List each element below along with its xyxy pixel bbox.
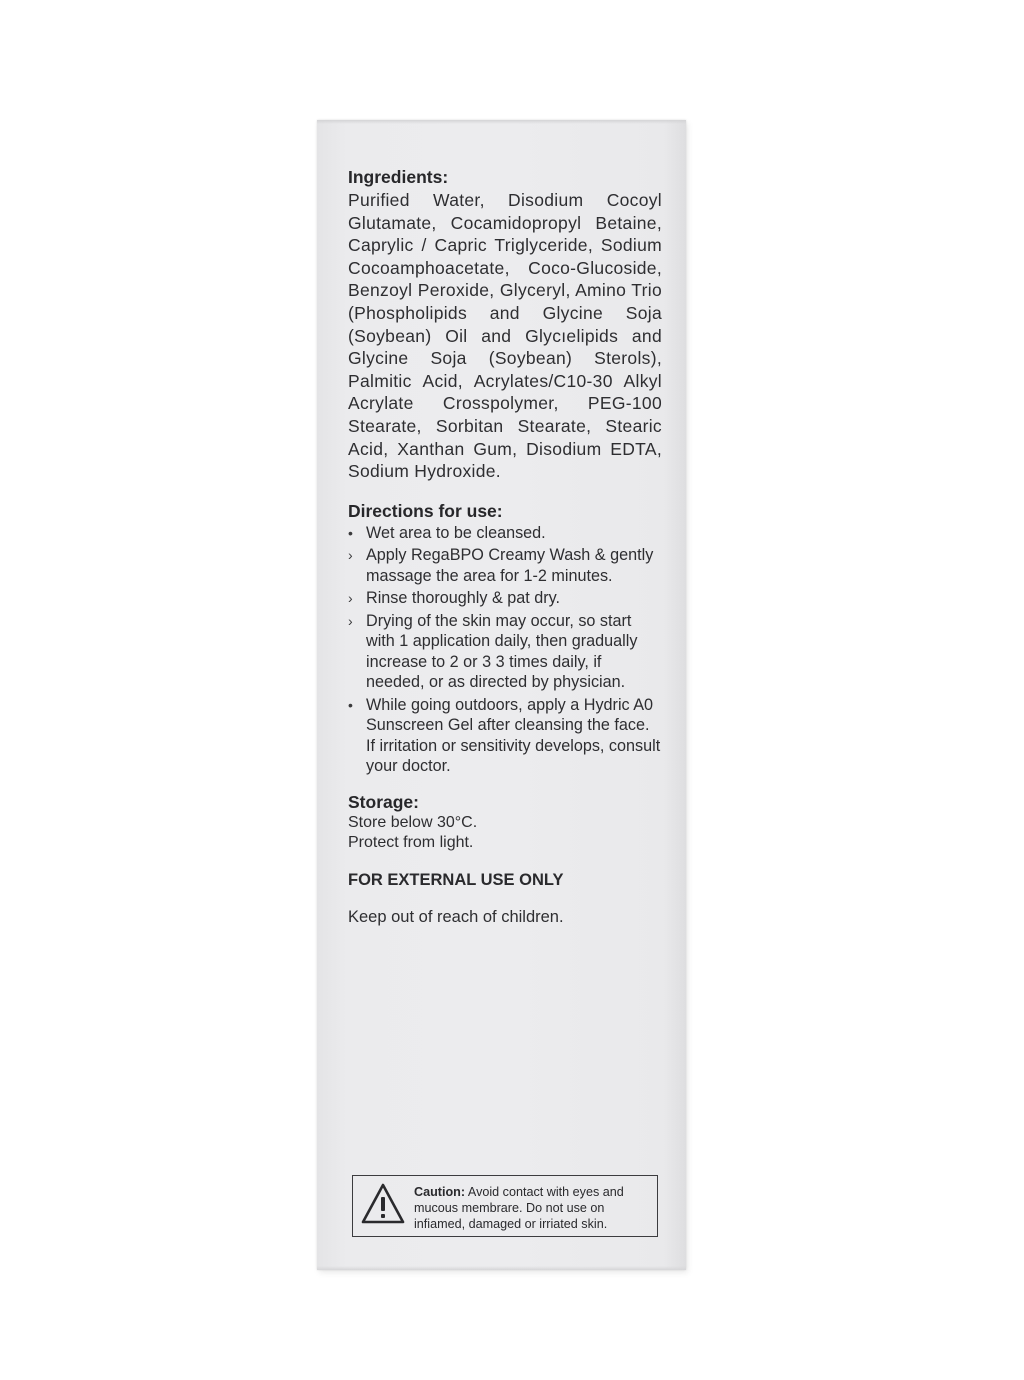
direction-item (348, 523, 662, 544)
caution-text: Avoid contact with eyes and mucous membrare. Do not use on infiamed, damaged or irriated skin. (414, 1185, 624, 1231)
storage-heading: Storage: (348, 791, 419, 812)
direction-text: Apply RegaBPO Creamy Wash & gently massage the area for 1-2 minutes. (366, 546, 654, 585)
direction-item (348, 545, 662, 586)
caution-box (352, 1175, 658, 1237)
storage-section (348, 791, 662, 853)
ingredients-heading: Ingredients: (348, 167, 449, 187)
directions-list (348, 523, 662, 777)
chevron-right-icon: › (348, 590, 353, 607)
direction-item (348, 695, 662, 777)
product-box-back-panel (317, 120, 686, 1270)
direction-item (348, 588, 662, 609)
warning-triangle-icon (360, 1182, 406, 1226)
keep-out-of-reach: Keep out of reach of children. (348, 907, 564, 926)
direction-text: While going outdoors, apply a Hydric A0 Sunscreen Gel after cleansing the face. If irritation or sensitivity develops, consult your doctor. (366, 695, 661, 776)
label-content (348, 166, 662, 927)
directions-heading: Directions for use: (348, 500, 503, 521)
ingredients-list-text: Purified Water, Disodium Cocoyl Glutamate, Cocamidopropyl Betaine, Caprylic / Capric Triglyceride, Sodium Cocoamphoacetate, Coco-Glucoside, Benzoyl Peroxide, Glyceryl, Amino Trio (Phospholipids and Glycine Soja (Soybean) Oil and Glycıelipids and Glycine Soja (Soybean) Sterols), Palmitic Acid, Acrylates/C10-30 Alkyl Acrylate Crosspolymer, PEG-100 Stearate, Sorbitan Stearate, Stearic Acid, Xanthan Gum, Disodium EDTA, Sodium Hydroxide. (348, 190, 662, 482)
storage-temperature: Store below 30°C. (348, 813, 478, 831)
bullet-icon: • (348, 524, 353, 541)
chevron-right-icon: › (348, 547, 353, 564)
external-use-warning: FOR EXTERNAL USE ONLY (348, 870, 564, 889)
directions-section (348, 500, 662, 777)
direction-text: Wet area to be cleansed. (366, 523, 546, 542)
chevron-right-icon: › (348, 612, 353, 629)
direction-text: Rinse thoroughly & pat dry. (366, 589, 561, 608)
direction-text: Drying of the skin may occur, so start with 1 application daily, then gradually increase to 2 or 3 3 times daily, if needed, or as directed by physician. (366, 611, 638, 692)
storage-light: Protect from light. (348, 833, 474, 851)
caution-label: Caution: (414, 1185, 466, 1199)
caution-text-block (414, 1184, 656, 1232)
direction-item (348, 611, 662, 693)
ingredients-section (348, 166, 662, 483)
bullet-icon: • (348, 696, 353, 713)
